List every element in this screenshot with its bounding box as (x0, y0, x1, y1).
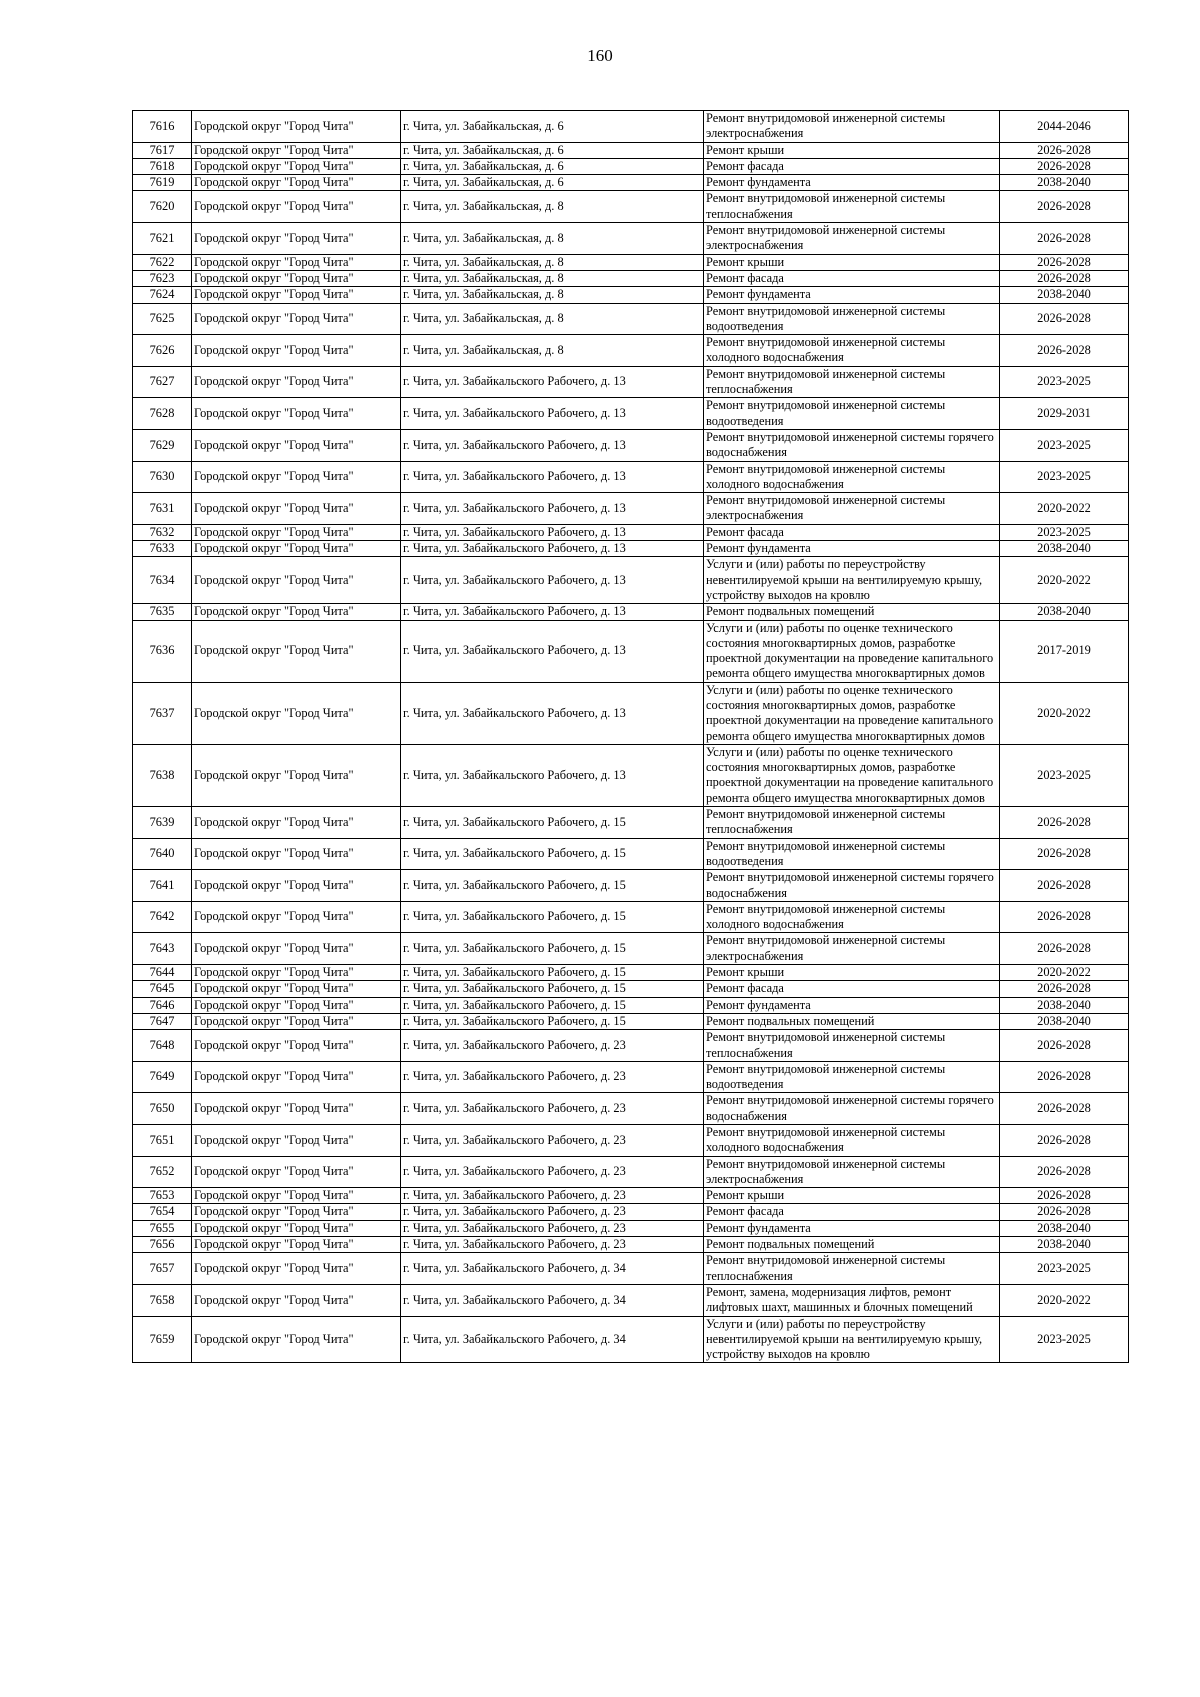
address-cell: г. Чита, ул. Забайкальского Рабочего, д. 23 (401, 1030, 704, 1062)
table-row (133, 981, 1129, 997)
row-number-cell: 7629 (133, 429, 192, 461)
row-number-cell: 7627 (133, 366, 192, 398)
table-row (133, 158, 1129, 174)
address-cell: г. Чита, ул. Забайкальского Рабочего, д. 34 (401, 1316, 704, 1363)
row-number-cell: 7639 (133, 807, 192, 839)
address-cell: г. Чита, ул. Забайкальская, д. 6 (401, 175, 704, 191)
municipality-cell: Городской округ "Город Чита" (192, 1316, 401, 1363)
address-cell: г. Чита, ул. Забайкальского Рабочего, д. 13 (401, 429, 704, 461)
row-number-cell: 7617 (133, 142, 192, 158)
municipality-cell: Городской округ "Город Чита" (192, 901, 401, 933)
period-cell: 2038-2040 (1000, 1013, 1129, 1029)
period-cell: 2026-2028 (1000, 158, 1129, 174)
municipality-cell: Городской округ "Город Чита" (192, 807, 401, 839)
work-type-cell: Ремонт подвальных помещений (704, 1013, 1000, 1029)
municipality-cell: Городской округ "Город Чита" (192, 997, 401, 1013)
row-number-cell: 7659 (133, 1316, 192, 1363)
period-cell: 2026-2028 (1000, 870, 1129, 902)
row-number-cell: 7635 (133, 604, 192, 620)
municipality-cell: Городской округ "Город Чита" (192, 1237, 401, 1253)
address-cell: г. Чита, ул. Забайкальского Рабочего, д. 15 (401, 997, 704, 1013)
table-body (133, 111, 1129, 1363)
work-type-cell: Ремонт внутридомовой инженерной системы водоотведения (704, 398, 1000, 430)
work-type-cell: Услуги и (или) работы по оценке технического состояния многоквартирных домов, разработке проектной документации на проведение капитального ремонта общего имущества многоквартирных домов (704, 620, 1000, 682)
period-cell: 2026-2028 (1000, 1061, 1129, 1093)
address-cell: г. Чита, ул. Забайкальского Рабочего, д. 13 (401, 604, 704, 620)
work-type-cell: Ремонт фундамента (704, 175, 1000, 191)
address-cell: г. Чита, ул. Забайкальского Рабочего, д. 13 (401, 541, 704, 557)
municipality-cell: Городской округ "Город Чита" (192, 620, 401, 682)
address-cell: г. Чита, ул. Забайкальского Рабочего, д. 23 (401, 1220, 704, 1236)
period-cell: 2020-2022 (1000, 493, 1129, 525)
table-row (133, 287, 1129, 303)
work-type-cell: Ремонт внутридомовой инженерной системы электроснабжения (704, 111, 1000, 143)
table-row (133, 429, 1129, 461)
table-row (133, 807, 1129, 839)
period-cell: 2017-2019 (1000, 620, 1129, 682)
municipality-cell: Городской округ "Город Чита" (192, 398, 401, 430)
work-type-cell: Ремонт фундамента (704, 997, 1000, 1013)
row-number-cell: 7630 (133, 461, 192, 493)
municipality-cell: Городской округ "Город Чита" (192, 1093, 401, 1125)
period-cell: 2038-2040 (1000, 1220, 1129, 1236)
municipality-cell: Городской округ "Город Чита" (192, 541, 401, 557)
period-cell: 2026-2028 (1000, 303, 1129, 335)
table-row (133, 175, 1129, 191)
work-type-cell: Ремонт внутридомовой инженерной системы электроснабжения (704, 933, 1000, 965)
table-row (133, 1125, 1129, 1157)
address-cell: г. Чита, ул. Забайкальская, д. 8 (401, 287, 704, 303)
table-row (133, 335, 1129, 367)
table-row (133, 524, 1129, 540)
address-cell: г. Чита, ул. Забайкальского Рабочего, д. 15 (401, 981, 704, 997)
address-cell: г. Чита, ул. Забайкальского Рабочего, д. 15 (401, 807, 704, 839)
table-row (133, 254, 1129, 270)
row-number-cell: 7653 (133, 1188, 192, 1204)
address-cell: г. Чита, ул. Забайкальского Рабочего, д. 13 (401, 620, 704, 682)
period-cell: 2026-2028 (1000, 1188, 1129, 1204)
period-cell: 2023-2025 (1000, 366, 1129, 398)
table-row (133, 1220, 1129, 1236)
work-type-cell: Услуги и (или) работы по оценке технического состояния многоквартирных домов, разработке проектной документации на проведение капитального ремонта общего имущества многоквартирных домов (704, 682, 1000, 744)
work-type-cell: Ремонт внутридомовой инженерной системы горячего водоснабжения (704, 429, 1000, 461)
work-type-cell: Ремонт фасада (704, 270, 1000, 286)
work-type-cell: Ремонт крыши (704, 254, 1000, 270)
row-number-cell: 7652 (133, 1156, 192, 1188)
row-number-cell: 7622 (133, 254, 192, 270)
table-row (133, 366, 1129, 398)
row-number-cell: 7647 (133, 1013, 192, 1029)
address-cell: г. Чита, ул. Забайкальского Рабочего, д. 23 (401, 1125, 704, 1157)
period-cell: 2026-2028 (1000, 1125, 1129, 1157)
municipality-cell: Городской округ "Город Чита" (192, 1013, 401, 1029)
work-type-cell: Ремонт внутридомовой инженерной системы водоотведения (704, 838, 1000, 870)
work-type-cell: Ремонт внутридомовой инженерной системы теплоснабжения (704, 807, 1000, 839)
row-number-cell: 7657 (133, 1253, 192, 1285)
row-number-cell: 7651 (133, 1125, 192, 1157)
address-cell: г. Чита, ул. Забайкальского Рабочего, д. 13 (401, 366, 704, 398)
table-row (133, 682, 1129, 744)
municipality-cell: Городской округ "Город Чита" (192, 981, 401, 997)
municipality-cell: Городской округ "Город Чита" (192, 1125, 401, 1157)
row-number-cell: 7646 (133, 997, 192, 1013)
work-type-cell: Ремонт внутридомовой инженерной системы холодного водоснабжения (704, 461, 1000, 493)
period-cell: 2026-2028 (1000, 1156, 1129, 1188)
work-type-cell: Ремонт внутридомовой инженерной системы холодного водоснабжения (704, 1125, 1000, 1157)
table-row (133, 1253, 1129, 1285)
row-number-cell: 7618 (133, 158, 192, 174)
row-number-cell: 7620 (133, 191, 192, 223)
period-cell: 2023-2025 (1000, 1316, 1129, 1363)
row-number-cell: 7626 (133, 335, 192, 367)
table-row (133, 1204, 1129, 1220)
period-cell: 2038-2040 (1000, 287, 1129, 303)
row-number-cell: 7655 (133, 1220, 192, 1236)
row-number-cell: 7658 (133, 1284, 192, 1316)
work-type-cell: Ремонт фасада (704, 981, 1000, 997)
row-number-cell: 7654 (133, 1204, 192, 1220)
work-type-cell: Ремонт фасада (704, 1204, 1000, 1220)
period-cell: 2044-2046 (1000, 111, 1129, 143)
row-number-cell: 7619 (133, 175, 192, 191)
municipality-cell: Городской округ "Город Чита" (192, 366, 401, 398)
table-row (133, 493, 1129, 525)
table-row (133, 1013, 1129, 1029)
page-number: 160 (587, 46, 613, 65)
municipality-cell: Городской округ "Город Чита" (192, 1061, 401, 1093)
row-number-cell: 7634 (133, 557, 192, 604)
address-cell: г. Чита, ул. Забайкальского Рабочего, д. 13 (401, 744, 704, 806)
period-cell: 2026-2028 (1000, 807, 1129, 839)
work-type-cell: Ремонт внутридомовой инженерной системы водоотведения (704, 1061, 1000, 1093)
address-cell: г. Чита, ул. Забайкальского Рабочего, д. 13 (401, 493, 704, 525)
address-cell: г. Чита, ул. Забайкальского Рабочего, д. 15 (401, 870, 704, 902)
table-row (133, 965, 1129, 981)
address-cell: г. Чита, ул. Забайкальского Рабочего, д. 23 (401, 1061, 704, 1093)
municipality-cell: Городской округ "Город Чита" (192, 1156, 401, 1188)
period-cell: 2026-2028 (1000, 335, 1129, 367)
address-cell: г. Чита, ул. Забайкальского Рабочего, д. 13 (401, 461, 704, 493)
work-type-cell: Ремонт фундамента (704, 541, 1000, 557)
row-number-cell: 7632 (133, 524, 192, 540)
table-row (133, 270, 1129, 286)
work-type-cell: Ремонт крыши (704, 965, 1000, 981)
municipality-cell: Городской округ "Город Чита" (192, 965, 401, 981)
repair-program-table (132, 110, 1129, 1363)
period-cell: 2038-2040 (1000, 997, 1129, 1013)
period-cell: 2038-2040 (1000, 604, 1129, 620)
work-type-cell: Ремонт фундамента (704, 287, 1000, 303)
row-number-cell: 7640 (133, 838, 192, 870)
municipality-cell: Городской округ "Город Чита" (192, 111, 401, 143)
work-type-cell: Ремонт крыши (704, 1188, 1000, 1204)
work-type-cell: Ремонт фасада (704, 158, 1000, 174)
work-type-cell: Ремонт фасада (704, 524, 1000, 540)
period-cell: 2023-2025 (1000, 744, 1129, 806)
municipality-cell: Городской округ "Город Чита" (192, 1204, 401, 1220)
table-row (133, 142, 1129, 158)
work-type-cell: Услуги и (или) работы по переустройству невентилируемой крыши на вентилируемую крышу, устройству выходов на кровлю (704, 557, 1000, 604)
row-number-cell: 7624 (133, 287, 192, 303)
row-number-cell: 7631 (133, 493, 192, 525)
period-cell: 2038-2040 (1000, 1237, 1129, 1253)
period-cell: 2026-2028 (1000, 981, 1129, 997)
table-row (133, 1093, 1129, 1125)
address-cell: г. Чита, ул. Забайкальского Рабочего, д. 13 (401, 524, 704, 540)
work-type-cell: Услуги и (или) работы по переустройству невентилируемой крыши на вентилируемую крышу, устройству выходов на кровлю (704, 1316, 1000, 1363)
table-row (133, 223, 1129, 255)
work-type-cell: Ремонт внутридомовой инженерной системы теплоснабжения (704, 1030, 1000, 1062)
table-row (133, 1316, 1129, 1363)
row-number-cell: 7645 (133, 981, 192, 997)
work-type-cell: Ремонт внутридомовой инженерной системы холодного водоснабжения (704, 335, 1000, 367)
work-type-cell: Ремонт внутридомовой инженерной системы теплоснабжения (704, 191, 1000, 223)
address-cell: г. Чита, ул. Забайкальского Рабочего, д. 13 (401, 398, 704, 430)
municipality-cell: Городской округ "Город Чита" (192, 744, 401, 806)
row-number-cell: 7642 (133, 901, 192, 933)
period-cell: 2038-2040 (1000, 541, 1129, 557)
table-row (133, 933, 1129, 965)
address-cell: г. Чита, ул. Забайкальская, д. 6 (401, 111, 704, 143)
work-type-cell: Ремонт крыши (704, 142, 1000, 158)
period-cell: 2029-2031 (1000, 398, 1129, 430)
period-cell: 2026-2028 (1000, 838, 1129, 870)
table-row (133, 1030, 1129, 1062)
municipality-cell: Городской округ "Город Чита" (192, 142, 401, 158)
work-type-cell: Ремонт внутридомовой инженерной системы горячего водоснабжения (704, 870, 1000, 902)
row-number-cell: 7616 (133, 111, 192, 143)
address-cell: г. Чита, ул. Забайкальского Рабочего, д. 15 (401, 933, 704, 965)
work-type-cell: Ремонт внутридомовой инженерной системы водоотведения (704, 303, 1000, 335)
row-number-cell: 7656 (133, 1237, 192, 1253)
period-cell: 2023-2025 (1000, 461, 1129, 493)
municipality-cell: Городской округ "Город Чита" (192, 1220, 401, 1236)
work-type-cell: Услуги и (или) работы по оценке технического состояния многоквартирных домов, разработке проектной документации на проведение капитального ремонта общего имущества многоквартирных домов (704, 744, 1000, 806)
table-row (133, 604, 1129, 620)
period-cell: 2026-2028 (1000, 270, 1129, 286)
table-row (133, 557, 1129, 604)
row-number-cell: 7633 (133, 541, 192, 557)
municipality-cell: Городской округ "Город Чита" (192, 933, 401, 965)
period-cell: 2026-2028 (1000, 933, 1129, 965)
table-row (133, 838, 1129, 870)
period-cell: 2026-2028 (1000, 142, 1129, 158)
table-row (133, 1061, 1129, 1093)
period-cell: 2038-2040 (1000, 175, 1129, 191)
address-cell: г. Чита, ул. Забайкальского Рабочего, д. 15 (401, 965, 704, 981)
address-cell: г. Чита, ул. Забайкальского Рабочего, д. 15 (401, 838, 704, 870)
work-type-cell: Ремонт фундамента (704, 1220, 1000, 1236)
address-cell: г. Чита, ул. Забайкальского Рабочего, д. 15 (401, 901, 704, 933)
row-number-cell: 7648 (133, 1030, 192, 1062)
row-number-cell: 7650 (133, 1093, 192, 1125)
address-cell: г. Чита, ул. Забайкальская, д. 8 (401, 191, 704, 223)
table-row (133, 1284, 1129, 1316)
period-cell: 2020-2022 (1000, 682, 1129, 744)
address-cell: г. Чита, ул. Забайкальского Рабочего, д. 23 (401, 1204, 704, 1220)
address-cell: г. Чита, ул. Забайкальского Рабочего, д. 23 (401, 1237, 704, 1253)
municipality-cell: Городской округ "Город Чита" (192, 303, 401, 335)
row-number-cell: 7644 (133, 965, 192, 981)
table-row (133, 541, 1129, 557)
address-cell: г. Чита, ул. Забайкальская, д. 8 (401, 223, 704, 255)
period-cell: 2026-2028 (1000, 254, 1129, 270)
row-number-cell: 7638 (133, 744, 192, 806)
address-cell: г. Чита, ул. Забайкальского Рабочего, д. 13 (401, 682, 704, 744)
municipality-cell: Городской округ "Город Чита" (192, 557, 401, 604)
municipality-cell: Городской округ "Город Чита" (192, 254, 401, 270)
table-row (133, 111, 1129, 143)
table-row (133, 901, 1129, 933)
municipality-cell: Городской округ "Город Чита" (192, 493, 401, 525)
period-cell: 2026-2028 (1000, 1093, 1129, 1125)
table-row (133, 1156, 1129, 1188)
address-cell: г. Чита, ул. Забайкальского Рабочего, д. 34 (401, 1284, 704, 1316)
row-number-cell: 7625 (133, 303, 192, 335)
table-row (133, 620, 1129, 682)
period-cell: 2026-2028 (1000, 223, 1129, 255)
work-type-cell: Ремонт, замена, модернизация лифтов, ремонт лифтовых шахт, машинных и блочных помещений (704, 1284, 1000, 1316)
row-number-cell: 7628 (133, 398, 192, 430)
address-cell: г. Чита, ул. Забайкальская, д. 8 (401, 270, 704, 286)
row-number-cell: 7623 (133, 270, 192, 286)
work-type-cell: Ремонт внутридомовой инженерной системы холодного водоснабжения (704, 901, 1000, 933)
table-row (133, 870, 1129, 902)
address-cell: г. Чита, ул. Забайкальского Рабочего, д. 15 (401, 1013, 704, 1029)
municipality-cell: Городской округ "Город Чита" (192, 158, 401, 174)
table-row (133, 191, 1129, 223)
period-cell: 2023-2025 (1000, 429, 1129, 461)
address-cell: г. Чита, ул. Забайкальского Рабочего, д. 13 (401, 557, 704, 604)
municipality-cell: Городской округ "Город Чита" (192, 270, 401, 286)
municipality-cell: Городской округ "Город Чита" (192, 191, 401, 223)
municipality-cell: Городской округ "Город Чита" (192, 223, 401, 255)
row-number-cell: 7641 (133, 870, 192, 902)
row-number-cell: 7637 (133, 682, 192, 744)
period-cell: 2026-2028 (1000, 1204, 1129, 1220)
address-cell: г. Чита, ул. Забайкальская, д. 8 (401, 254, 704, 270)
municipality-cell: Городской округ "Город Чита" (192, 1030, 401, 1062)
period-cell: 2026-2028 (1000, 901, 1129, 933)
address-cell: г. Чита, ул. Забайкальского Рабочего, д. 34 (401, 1253, 704, 1285)
work-type-cell: Ремонт внутридомовой инженерной системы электроснабжения (704, 223, 1000, 255)
municipality-cell: Городской округ "Город Чита" (192, 461, 401, 493)
table-row (133, 997, 1129, 1013)
work-type-cell: Ремонт внутридомовой инженерной системы электроснабжения (704, 1156, 1000, 1188)
table-row (133, 398, 1129, 430)
address-cell: г. Чита, ул. Забайкальского Рабочего, д. 23 (401, 1093, 704, 1125)
municipality-cell: Городской округ "Город Чита" (192, 838, 401, 870)
address-cell: г. Чита, ул. Забайкальская, д. 8 (401, 335, 704, 367)
municipality-cell: Городской округ "Город Чита" (192, 429, 401, 461)
work-type-cell: Ремонт внутридомовой инженерной системы горячего водоснабжения (704, 1093, 1000, 1125)
period-cell: 2023-2025 (1000, 524, 1129, 540)
period-cell: 2026-2028 (1000, 191, 1129, 223)
address-cell: г. Чита, ул. Забайкальская, д. 6 (401, 158, 704, 174)
municipality-cell: Городской округ "Город Чита" (192, 335, 401, 367)
municipality-cell: Городской округ "Город Чита" (192, 287, 401, 303)
table-row (133, 1237, 1129, 1253)
work-type-cell: Ремонт внутридомовой инженерной системы электроснабжения (704, 493, 1000, 525)
period-cell: 2020-2022 (1000, 1284, 1129, 1316)
municipality-cell: Городской округ "Город Чита" (192, 1188, 401, 1204)
table-row (133, 744, 1129, 806)
table-row (133, 303, 1129, 335)
municipality-cell: Городской округ "Город Чита" (192, 682, 401, 744)
row-number-cell: 7636 (133, 620, 192, 682)
row-number-cell: 7649 (133, 1061, 192, 1093)
work-type-cell: Ремонт внутридомовой инженерной системы теплоснабжения (704, 366, 1000, 398)
row-number-cell: 7643 (133, 933, 192, 965)
period-cell: 2023-2025 (1000, 1253, 1129, 1285)
municipality-cell: Городской округ "Город Чита" (192, 1253, 401, 1285)
row-number-cell: 7621 (133, 223, 192, 255)
municipality-cell: Городской округ "Город Чита" (192, 870, 401, 902)
address-cell: г. Чита, ул. Забайкальского Рабочего, д. 23 (401, 1188, 704, 1204)
work-type-cell: Ремонт подвальных помещений (704, 1237, 1000, 1253)
municipality-cell: Городской округ "Город Чита" (192, 604, 401, 620)
period-cell: 2026-2028 (1000, 1030, 1129, 1062)
work-type-cell: Ремонт внутридомовой инженерной системы теплоснабжения (704, 1253, 1000, 1285)
period-cell: 2020-2022 (1000, 965, 1129, 981)
period-cell: 2020-2022 (1000, 557, 1129, 604)
table-row (133, 461, 1129, 493)
work-type-cell: Ремонт подвальных помещений (704, 604, 1000, 620)
municipality-cell: Городской округ "Город Чита" (192, 175, 401, 191)
address-cell: г. Чита, ул. Забайкальская, д. 6 (401, 142, 704, 158)
table-row (133, 1188, 1129, 1204)
municipality-cell: Городской округ "Город Чита" (192, 524, 401, 540)
municipality-cell: Городской округ "Город Чита" (192, 1284, 401, 1316)
address-cell: г. Чита, ул. Забайкальская, д. 8 (401, 303, 704, 335)
address-cell: г. Чита, ул. Забайкальского Рабочего, д. 23 (401, 1156, 704, 1188)
